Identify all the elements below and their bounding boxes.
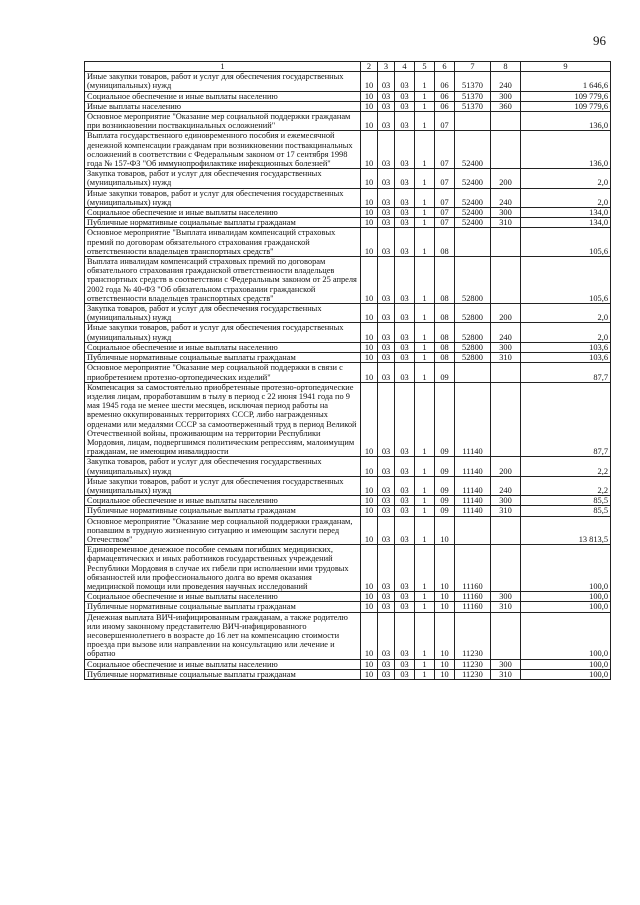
measure-code-cell: 09 [435,496,455,506]
direction-code-cell: 52400 [455,188,491,207]
amount-cell: 2,0 [521,304,611,323]
header-cell: 3 [378,62,395,72]
description-cell: Основное мероприятие "Оказание мер социальной поддержки гражданам при возникновении поствакцинальных осложнений" [85,112,361,131]
program-code-cell: 03 [395,496,415,506]
amount-cell: 100,0 [521,659,611,669]
subprogram-code-cell: 1 [415,659,435,669]
subprogram-code-cell: 1 [415,101,435,111]
direction-code-cell: 52400 [455,208,491,218]
section-code-cell: 10 [361,101,378,111]
subsection-code-cell: 03 [378,457,395,476]
section-code-cell: 10 [361,91,378,101]
subsection-code-cell: 03 [378,506,395,516]
amount-cell: 109 779,6 [521,91,611,101]
direction-code-cell: 52400 [455,169,491,188]
header-cell: 1 [85,62,361,72]
amount-cell: 134,0 [521,218,611,228]
direction-code-cell: 52800 [455,353,491,363]
program-code-cell: 03 [395,457,415,476]
program-code-cell: 03 [395,669,415,679]
measure-code-cell: 10 [435,545,455,592]
section-code-cell: 10 [361,496,378,506]
expense-type-cell: 310 [491,506,521,516]
section-code-cell: 10 [361,457,378,476]
measure-code-cell: 08 [435,353,455,363]
direction-code-cell [455,363,491,382]
expense-type-cell [491,131,521,169]
measure-code-cell: 06 [435,101,455,111]
direction-code-cell: 51370 [455,72,491,91]
amount-cell: 105,6 [521,257,611,304]
table-row [85,208,611,218]
table-row [85,669,611,679]
subprogram-code-cell: 1 [415,131,435,169]
subsection-code-cell: 03 [378,323,395,342]
direction-code-cell [455,112,491,131]
amount-cell: 1 646,6 [521,72,611,91]
subsection-code-cell: 03 [378,496,395,506]
section-code-cell: 10 [361,208,378,218]
table-row [85,602,611,612]
description-cell: Социальное обеспечение и иные выплаты населению [85,592,361,602]
measure-code-cell: 07 [435,131,455,169]
amount-cell: 87,7 [521,363,611,382]
subprogram-code-cell: 1 [415,188,435,207]
table-row [85,323,611,342]
expense-type-cell: 310 [491,218,521,228]
description-cell: Выплата государственного единовременного пособия и ежемесячной денежной компенсации гражданам при возникновении поствакцинальных осложнений в соответствии с Федеральным законом от 17 сентября 1998 года № 157-ФЗ "Об иммунопрофилактике инфекционных болезней" [85,131,361,169]
section-code-cell: 10 [361,188,378,207]
direction-code-cell: 52800 [455,342,491,352]
description-cell: Публичные нормативные социальные выплаты гражданам [85,218,361,228]
table-row [85,496,611,506]
section-code-cell: 10 [361,602,378,612]
header-cell: 5 [415,62,435,72]
table-body [85,72,611,680]
measure-code-cell: 08 [435,304,455,323]
table-row [85,188,611,207]
description-cell: Социальное обеспечение и иные выплаты населению [85,659,361,669]
measure-code-cell: 08 [435,228,455,257]
expense-type-cell: 300 [491,208,521,218]
expense-type-cell: 310 [491,602,521,612]
expense-type-cell: 200 [491,304,521,323]
amount-cell: 100,0 [521,592,611,602]
description-cell: Иные закупки товаров, работ и услуг для обеспечения государственных (муниципальных) нужд [85,72,361,91]
subprogram-code-cell: 1 [415,669,435,679]
direction-code-cell [455,228,491,257]
direction-code-cell: 11160 [455,592,491,602]
section-code-cell: 10 [361,516,378,545]
direction-code-cell: 11160 [455,545,491,592]
subsection-code-cell: 03 [378,218,395,228]
program-code-cell: 03 [395,363,415,382]
measure-code-cell: 07 [435,169,455,188]
direction-code-cell: 52400 [455,131,491,169]
subsection-code-cell: 03 [378,382,395,457]
measure-code-cell: 09 [435,506,455,516]
direction-code-cell: 51370 [455,91,491,101]
direction-code-cell: 52800 [455,323,491,342]
direction-code-cell: 11230 [455,612,491,659]
header-row [85,62,611,72]
amount-cell: 103,6 [521,342,611,352]
amount-cell: 136,0 [521,112,611,131]
amount-cell: 87,7 [521,382,611,457]
subprogram-code-cell: 1 [415,476,435,495]
section-code-cell: 10 [361,169,378,188]
measure-code-cell: 08 [435,323,455,342]
table-row [85,353,611,363]
subprogram-code-cell: 1 [415,72,435,91]
measure-code-cell: 10 [435,516,455,545]
table-row [85,545,611,592]
amount-cell: 2,2 [521,457,611,476]
expense-type-cell: 240 [491,476,521,495]
program-code-cell: 03 [395,506,415,516]
program-code-cell: 03 [395,218,415,228]
expense-type-cell: 200 [491,457,521,476]
measure-code-cell: 10 [435,659,455,669]
amount-cell: 136,0 [521,131,611,169]
subprogram-code-cell: 1 [415,342,435,352]
description-cell: Закупка товаров, работ и услуг для обеспечения государственных (муниципальных) нужд [85,169,361,188]
section-code-cell: 10 [361,382,378,457]
measure-code-cell: 09 [435,382,455,457]
subsection-code-cell: 03 [378,353,395,363]
subprogram-code-cell: 1 [415,323,435,342]
table-row [85,257,611,304]
expense-type-cell: 300 [491,592,521,602]
program-code-cell: 03 [395,476,415,495]
measure-code-cell: 07 [435,188,455,207]
direction-code-cell: 11160 [455,602,491,612]
measure-code-cell: 06 [435,72,455,91]
section-code-cell: 10 [361,342,378,352]
expense-type-cell: 240 [491,323,521,342]
subsection-code-cell: 03 [378,612,395,659]
subprogram-code-cell: 1 [415,208,435,218]
measure-code-cell: 10 [435,602,455,612]
expense-type-cell [491,257,521,304]
subprogram-code-cell: 1 [415,218,435,228]
amount-cell: 85,5 [521,506,611,516]
subprogram-code-cell: 1 [415,612,435,659]
subsection-code-cell: 03 [378,188,395,207]
amount-cell: 100,0 [521,669,611,679]
table-row [85,592,611,602]
table-row [85,91,611,101]
amount-cell: 2,2 [521,476,611,495]
amount-cell: 13 813,5 [521,516,611,545]
header-cell: 6 [435,62,455,72]
expense-type-cell [491,516,521,545]
expense-type-cell: 300 [491,659,521,669]
measure-code-cell: 10 [435,592,455,602]
table-row [85,228,611,257]
subsection-code-cell: 03 [378,257,395,304]
description-cell: Публичные нормативные социальные выплаты гражданам [85,353,361,363]
program-code-cell: 03 [395,91,415,101]
table-row [85,506,611,516]
subsection-code-cell: 03 [378,112,395,131]
table-row [85,218,611,228]
program-code-cell: 03 [395,592,415,602]
table-row [85,457,611,476]
measure-code-cell: 07 [435,112,455,131]
section-code-cell: 10 [361,218,378,228]
table-row [85,382,611,457]
expense-type-cell: 240 [491,188,521,207]
subprogram-code-cell: 1 [415,602,435,612]
program-code-cell: 03 [395,602,415,612]
table-row [85,112,611,131]
subprogram-code-cell: 1 [415,592,435,602]
direction-code-cell: 52400 [455,218,491,228]
subprogram-code-cell: 1 [415,545,435,592]
section-code-cell: 10 [361,228,378,257]
program-code-cell: 03 [395,304,415,323]
amount-cell: 109 779,6 [521,101,611,111]
table-row [85,304,611,323]
description-cell: Социальное обеспечение и иные выплаты населению [85,342,361,352]
section-code-cell: 10 [361,545,378,592]
program-code-cell: 03 [395,353,415,363]
subsection-code-cell: 03 [378,669,395,679]
direction-code-cell: 11140 [455,496,491,506]
table-row [85,363,611,382]
expense-type-cell: 240 [491,72,521,91]
measure-code-cell: 07 [435,208,455,218]
direction-code-cell: 11230 [455,659,491,669]
program-code-cell: 03 [395,228,415,257]
direction-code-cell: 11140 [455,457,491,476]
amount-cell: 100,0 [521,545,611,592]
header-cell: 4 [395,62,415,72]
subprogram-code-cell: 1 [415,363,435,382]
subprogram-code-cell: 1 [415,91,435,101]
description-cell: Денежная выплата ВИЧ-инфицированным гражданам, а также родителю или иному законному представителю ВИЧ-инфицированного несовершеннолетнего в возрасте до 16 лет на компенсацию стоимости проезда при вызове или направлении на консультацию или лечение и обратно [85,612,361,659]
expense-type-cell [491,363,521,382]
subprogram-code-cell: 1 [415,506,435,516]
direction-code-cell: 52800 [455,304,491,323]
program-code-cell: 03 [395,382,415,457]
amount-cell: 134,0 [521,208,611,218]
program-code-cell: 03 [395,72,415,91]
amount-cell: 2,0 [521,169,611,188]
table-row [85,72,611,91]
description-cell: Публичные нормативные социальные выплаты гражданам [85,506,361,516]
section-code-cell: 10 [361,659,378,669]
section-code-cell: 10 [361,592,378,602]
expense-type-cell: 310 [491,353,521,363]
program-code-cell: 03 [395,208,415,218]
description-cell: Публичные нормативные социальные выплаты гражданам [85,669,361,679]
section-code-cell: 10 [361,669,378,679]
program-code-cell: 03 [395,101,415,111]
expense-type-cell: 300 [491,91,521,101]
description-cell: Основное мероприятие "Выплата инвалидам компенсаций страховых премий по договорам обязательного страхования гражданской ответственности владельцев транспортных средств" [85,228,361,257]
description-cell: Основное мероприятие "Оказание мер социальной поддержки гражданам, попавшим в трудную жизненную ситуацию и имеющим заслуги перед Отечеством" [85,516,361,545]
table-row [85,169,611,188]
amount-cell: 2,0 [521,323,611,342]
subsection-code-cell: 03 [378,659,395,669]
direction-code-cell: 11140 [455,382,491,457]
description-cell: Публичные нормативные социальные выплаты гражданам [85,602,361,612]
measure-code-cell: 06 [435,91,455,101]
section-code-cell: 10 [361,112,378,131]
expense-type-cell: 300 [491,496,521,506]
subsection-code-cell: 03 [378,91,395,101]
program-code-cell: 03 [395,112,415,131]
subprogram-code-cell: 1 [415,516,435,545]
amount-cell: 2,0 [521,188,611,207]
measure-code-cell: 09 [435,457,455,476]
description-cell: Единовременное денежное пособие семьям погибших медицинских, фармацевтических и иных работников государственных учреждений Республики Мордовия в случае их гибели при исполнении ими трудовых обязанностей или профессионального долга во время оказания медицинской помощи или проведения научных исследований [85,545,361,592]
subsection-code-cell: 03 [378,342,395,352]
direction-code-cell: 11140 [455,476,491,495]
description-cell: Выплата инвалидам компенсаций страховых премий по договорам обязательного страхования гражданской ответственности владельцев транспортных средств в соответствии с Федеральным законом от 25 апреля 2002 года № 40-ФЗ "Об обязательном страховании гражданской ответственности владельцев транспортных средств" [85,257,361,304]
expense-type-cell: 310 [491,669,521,679]
description-cell: Иные выплаты населению [85,101,361,111]
table-row [85,101,611,111]
section-code-cell: 10 [361,131,378,169]
program-code-cell: 03 [395,188,415,207]
subsection-code-cell: 03 [378,592,395,602]
program-code-cell: 03 [395,659,415,669]
subprogram-code-cell: 1 [415,257,435,304]
measure-code-cell: 07 [435,218,455,228]
description-cell: Социальное обеспечение и иные выплаты населению [85,496,361,506]
description-cell: Закупка товаров, работ и услуг для обеспечения государственных (муниципальных) нужд [85,304,361,323]
table-row [85,659,611,669]
direction-code-cell [455,516,491,545]
program-code-cell: 03 [395,612,415,659]
subprogram-code-cell: 1 [415,304,435,323]
section-code-cell: 10 [361,612,378,659]
page-number: 96 [593,33,606,48]
section-code-cell: 10 [361,257,378,304]
section-code-cell: 10 [361,353,378,363]
direction-code-cell: 52800 [455,257,491,304]
subprogram-code-cell: 1 [415,496,435,506]
program-code-cell: 03 [395,169,415,188]
program-code-cell: 03 [395,131,415,169]
header-cell: 9 [521,62,611,72]
program-code-cell: 03 [395,545,415,592]
direction-code-cell: 11230 [455,669,491,679]
measure-code-cell: 10 [435,612,455,659]
expense-type-cell [491,612,521,659]
measure-code-cell: 08 [435,342,455,352]
table-row [85,131,611,169]
description-cell: Иные закупки товаров, работ и услуг для обеспечения государственных (муниципальных) нужд [85,323,361,342]
section-code-cell: 10 [361,476,378,495]
subprogram-code-cell: 1 [415,169,435,188]
subsection-code-cell: 03 [378,545,395,592]
expense-type-cell [491,382,521,457]
section-code-cell: 10 [361,506,378,516]
header-cell: 2 [361,62,378,72]
subsection-code-cell: 03 [378,208,395,218]
subprogram-code-cell: 1 [415,457,435,476]
section-code-cell: 10 [361,363,378,382]
description-cell: Закупка товаров, работ и услуг для обеспечения государственных (муниципальных) нужд [85,457,361,476]
subsection-code-cell: 03 [378,72,395,91]
description-cell: Основное мероприятие "Оказание мер социальной поддержки в связи с приобретением протезно-ортопедических изделий" [85,363,361,382]
measure-code-cell: 09 [435,363,455,382]
program-code-cell: 03 [395,257,415,304]
subsection-code-cell: 03 [378,101,395,111]
subsection-code-cell: 03 [378,228,395,257]
amount-cell: 100,0 [521,602,611,612]
expense-type-cell [491,545,521,592]
program-code-cell: 03 [395,342,415,352]
expense-type-cell [491,112,521,131]
table-header [85,62,611,72]
subprogram-code-cell: 1 [415,112,435,131]
expense-type-cell [491,228,521,257]
amount-cell: 103,6 [521,353,611,363]
description-cell: Иные закупки товаров, работ и услуг для обеспечения государственных (муниципальных) нужд [85,188,361,207]
expense-type-cell: 200 [491,169,521,188]
header-cell: 8 [491,62,521,72]
measure-code-cell: 10 [435,669,455,679]
expense-type-cell: 360 [491,101,521,111]
section-code-cell: 10 [361,304,378,323]
direction-code-cell: 11140 [455,506,491,516]
table-row [85,476,611,495]
measure-code-cell: 08 [435,257,455,304]
subsection-code-cell: 03 [378,516,395,545]
section-code-cell: 10 [361,72,378,91]
amount-cell: 100,0 [521,612,611,659]
description-cell: Социальное обеспечение и иные выплаты населению [85,208,361,218]
header-cell: 7 [455,62,491,72]
expense-type-cell: 300 [491,342,521,352]
table-row [85,516,611,545]
subsection-code-cell: 03 [378,363,395,382]
program-code-cell: 03 [395,323,415,342]
amount-cell: 85,5 [521,496,611,506]
section-code-cell: 10 [361,323,378,342]
subsection-code-cell: 03 [378,304,395,323]
subsection-code-cell: 03 [378,131,395,169]
direction-code-cell: 51370 [455,101,491,111]
subprogram-code-cell: 1 [415,353,435,363]
description-cell: Социальное обеспечение и иные выплаты населению [85,91,361,101]
table-row [85,342,611,352]
description-cell: Компенсация за самостоятельно приобретенные протезно-ортопедические изделия лицам, проработавшим в тылу в период с 22 июня 1941 года по 9 мая 1945 года не менее шести месяцев, исключая период работы на временно оккупированных территориях СССР, либо награжденных орденами или медалями СССР за самоотверженный труд в период Великой Отечественной войны, проживающим на территории Республики Мордовия, лицам, подвергшимся политическим репрессиям, малоимущим гражданам, не имеющим инвалидности [85,382,361,457]
subprogram-code-cell: 1 [415,382,435,457]
subprogram-code-cell: 1 [415,228,435,257]
subsection-code-cell: 03 [378,169,395,188]
subsection-code-cell: 03 [378,602,395,612]
table-row [85,612,611,659]
subsection-code-cell: 03 [378,476,395,495]
program-code-cell: 03 [395,516,415,545]
description-cell: Иные закупки товаров, работ и услуг для обеспечения государственных (муниципальных) нужд [85,476,361,495]
budget-table [84,61,611,680]
amount-cell: 105,6 [521,228,611,257]
measure-code-cell: 09 [435,476,455,495]
